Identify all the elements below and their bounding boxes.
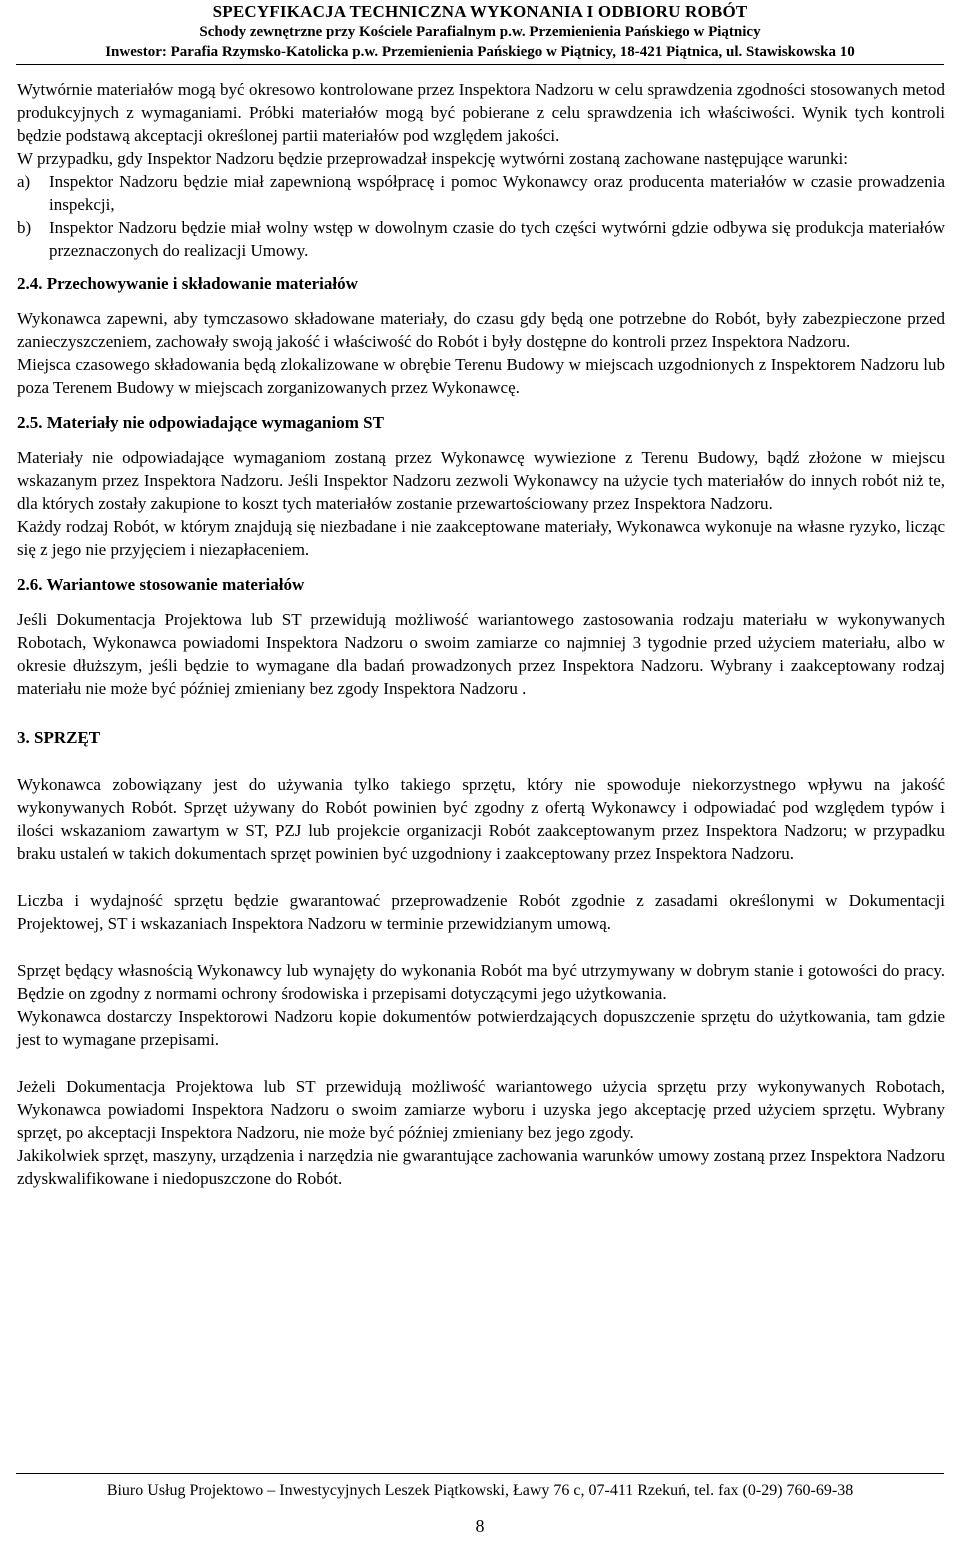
paragraph: Każdy rodzaj Robót, w którym znajdują się niezbadane i nie zaakceptowane materiały, Wykonawca wykonuje na własne ryzyko, licząc się z jego nie przyjęciem i niezapłaceniem. <box>17 517 945 559</box>
paragraph: Jeśli Dokumentacja Projektowa lub ST przewidują możliwość wariantowego zastosowania rodzaju materiału w wykonywanych Robotach, Wykonawca powiadomi Inspektora Nadzoru o swoim zamiarze co najmniej 3 tygodnie przed użyciem materiału, albo w okresie dłuższym, jeśli będzie to wymagane dla badań prowadzonych przez Inspektora Nadzoru. Wybrany i zaakceptowany rodzaj materiału nie może być później zmieniany bez zgody Inspektora Nadzoru . <box>17 610 945 698</box>
paragraph: Jeżeli Dokumentacja Projektowa lub ST przewidują możliwość wariantowego użycia sprzętu przy wykonywanych Robotach, Wykonawca powiadomi Inspektora Nadzoru o swoim zamiarze wyboru i uzyska jego akceptację przed użyciem sprzętu. Wybrany sprzęt, po akceptacji Inspektora Nadzoru, nie może być później zmieniany bez jego zgody. <box>17 1077 945 1142</box>
paragraph: Wytwórnie materiałów mogą być okresowo kontrolowane przez Inspektora Nadzoru w celu sprawdzenia zgodności stosowanych metod produkcyjnych z wymaganiami. Próbki materiałów mogą być pobierane z celu sprawdzenia ich właściwości. Wynik tych kontroli będzie podstawą akceptacji określonej partii materiałów pod względem jakości. <box>17 80 945 145</box>
paragraph: Jakikolwiek sprzęt, maszyny, urządzenia i narzędzia nie gwarantujące zachowania warunków umowy zostaną przez Inspektora Nadzoru zdyskwalifikowane i niedopuszczone do Robót. <box>17 1146 945 1188</box>
list-item-text: Inspektor Nadzoru będzie miał wolny wstęp w dowolnym czasie do tych części wytwórni gdzie odbywa się produkcja materiałów przeznaczonych do realizacji Umowy. <box>49 218 945 260</box>
list-item <box>17 170 945 216</box>
list-item <box>17 216 945 262</box>
paragraph: W przypadku, gdy Inspektor Nadzoru będzie przeprowadzał inspekcję wytwórni zostaną zachowane następujące warunki: <box>17 149 848 168</box>
list-marker: b) <box>17 218 32 237</box>
header-title: SPECYFIKACJA TECHNICZNA WYKONANIA I ODBIORU ROBÓT <box>212 2 748 21</box>
paragraph: Wykonawca zapewni, aby tymczasowo składowane materiały, do czasu gdy będą one potrzebne do Robót, były zabezpieczone przed zanieczyszczeniem, zachowały swoją jakość i właściwość do Robót i były dostępne do kontroli przez Inspektora Nadzoru. <box>17 309 945 351</box>
paragraph: Wykonawca dostarczy Inspektorowi Nadzoru kopie dokumentów potwierdzających dopuszczenie sprzętu do użytkowania, tam gdzie jest to wymagane przepisami. <box>17 1007 945 1049</box>
section-heading-2-6: 2.6. Wariantowe stosowanie materiałów <box>17 575 305 594</box>
paragraph: Materiały nie odpowiadające wymaganiom zostaną przez Wykonawcę wywiezione z Terenu Budowy, bądź złożone w miejscu wskazanym przez Inspektora Nadzoru. Jeśli Inspektor Nadzoru zezwoli Wykonawcy na użycie tych materiałów do innych robót niż te, dla których zostały zakupione to koszt tych materiałów zostanie przewartościowany przez Inspektora Nadzoru. <box>17 448 945 513</box>
header-project: Schody zewnętrzne przy Kościele Parafialnym p.w. Przemienienia Pańskiego w Piątnicy <box>199 24 761 40</box>
paragraph: Wykonawca zobowiązany jest do używania tylko takiego sprzętu, który nie spowoduje niekorzystnego wpływu na jakość wykonywanych Robót. Sprzęt używany do Robót powinien być zgodny z ofertą Wykonawcy i odpowiadać pod względem typów i ilości wskazaniom zawartym w ST, PZJ lub projekcie organizacji Robót zaakceptowanym przez Inspektora Nadzoru; w przypadku braku ustaleń w takich dokumentach sprzęt powinien być uzgodniony i zaakceptowany przez Inspektora Nadzoru. <box>17 775 945 863</box>
paragraph: Liczba i wydajność sprzętu będzie gwarantować przeprowadzenie Robót zgodnie z zasadami określonymi w Dokumentacji Projektowej, ST i wskazaniach Inspektora Nadzoru w terminie przewidzianym umową. <box>17 891 945 933</box>
section-heading-3: 3. SPRZĘT <box>17 728 101 747</box>
document-body <box>17 78 945 1190</box>
document-footer: Biuro Usług Projektowo – Inwestycyjnych Leszek Piątkowski, Ławy 76 c, 07-411 Rzekuń, tel. fax (0-29) 760-69-38 <box>106 1482 854 1499</box>
section-heading-2-4: 2.4. Przechowywanie i składowanie materiałów <box>17 274 358 293</box>
document-header <box>0 2 960 62</box>
header-divider <box>16 64 944 65</box>
list-marker: a) <box>17 172 31 191</box>
paragraph: Sprzęt będący własnością Wykonawcy lub wynajęty do wykonania Robót ma być utrzymywany w dobrym stanie i gotowości do pracy. Będzie on zgodny z normami ochrony środowiska i przepisami dotyczącymi jego użytkowania. <box>17 961 945 1003</box>
footer-divider <box>16 1473 944 1474</box>
page-number: 8 <box>475 1516 485 1536</box>
section-heading-2-5: 2.5. Materiały nie odpowiadające wymaganiom ST <box>17 413 384 432</box>
paragraph: Miejsca czasowego składowania będą zlokalizowane w obrębie Terenu Budowy w miejscach uzgodnionych z Inspektorem Nadzoru lub poza Terenem Budowy w miejscach zorganizowanych przez Wykonawcę. <box>17 355 945 397</box>
list-item-text: Inspektor Nadzoru będzie miał zapewnioną współpracę i pomoc Wykonawcy oraz producenta materiałów w czasie prowadzenia inspekcji, <box>49 172 945 214</box>
header-investor: Inwestor: Parafia Rzymsko-Katolicka p.w. Przemienienia Pańskiego w Piątnicy, 18-421 Piątnica, ul. Stawiskowska 10 <box>105 44 855 60</box>
